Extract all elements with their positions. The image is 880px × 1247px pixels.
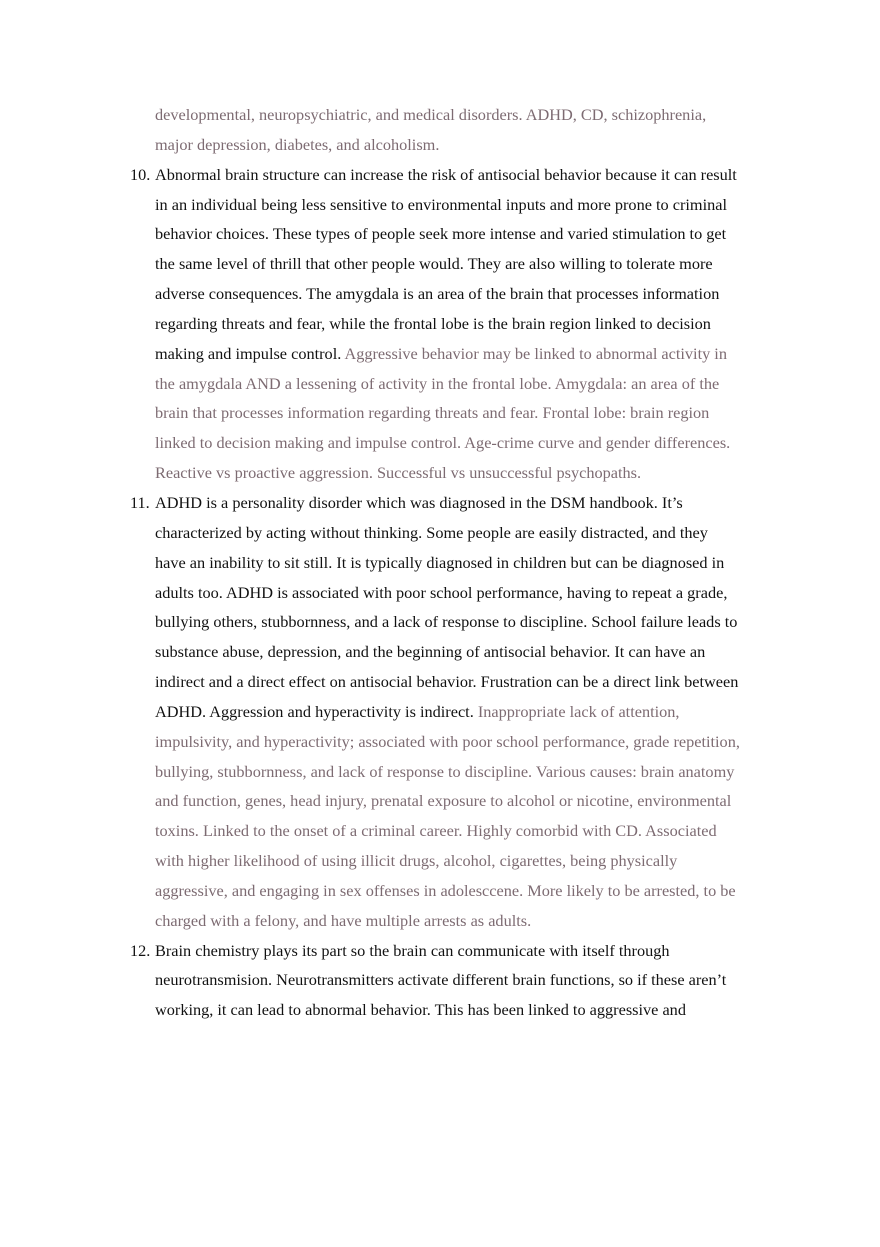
body-text: neurotransmision. Neurotransmitters activate different brain functions, so if these aren’t (155, 970, 727, 990)
body-text: have an inability to sit still. It is typically diagnosed in children but can be diagnosed in (155, 552, 725, 572)
annotation-text: linked to decision making and impulse control. Age-crime curve and gender differences. (155, 433, 731, 453)
body-text: working, it can lead to abnormal behavior. This has been linked to aggressive and (155, 1000, 686, 1020)
text-line (0, 160, 880, 190)
body-text: indirect and a direct effect on antisocial behavior. Frustration can be a direct link between (155, 672, 739, 692)
text-line (0, 786, 880, 816)
text-line (0, 339, 880, 369)
body-text: in an individual being less sensitive to environmental inputs and more prone to criminal (155, 194, 727, 214)
list-number: 10. (130, 164, 151, 184)
annotation-text: bullying, stubbornness, and lack of response to discipline. Various causes: brain anatomy (155, 761, 735, 781)
annotation-text: and function, genes, head injury, prenatal exposure to alcohol or nicotine, environmental (155, 791, 732, 811)
annotation-text: Aggressive behavior may be linked to abnormal activity in (344, 343, 727, 363)
body-text: Brain chemistry plays its part so the brain can communicate with itself through (155, 940, 670, 960)
text-line (0, 727, 880, 757)
body-text: adverse consequences. The amygdala is an area of the brain that processes information (155, 284, 720, 304)
text-line (0, 369, 880, 399)
text-line (0, 637, 880, 667)
list-item (0, 488, 880, 936)
annotation-text: impulsivity, and hyperactivity; associated with poor school performance, grade repetition, (155, 731, 740, 751)
text-line (0, 578, 880, 608)
body-text: Abnormal brain structure can increase the risk of antisocial behavior because it can result (155, 164, 737, 184)
text-line (0, 965, 880, 995)
annotation-text: brain that processes information regarding threats and fear. Frontal lobe: brain region (155, 403, 710, 423)
body-text: ADHD. Aggression and hyperactivity is indirect. (155, 701, 478, 721)
text-line (0, 548, 880, 578)
text-line (0, 488, 880, 518)
annotation-text: major depression, diabetes, and alcoholism. (155, 134, 440, 154)
body-text: behavior choices. These types of people seek more intense and varied stimulation to get (155, 224, 727, 244)
list-item-continuation (0, 100, 880, 160)
text-line (0, 518, 880, 548)
annotation-text: aggressive, and engaging in sex offenses in adolesccene. More likely to be arrested, to be (155, 880, 736, 900)
text-line (0, 667, 880, 697)
list-item (0, 160, 880, 488)
list-number: 11. (130, 492, 150, 512)
body-text: regarding threats and fear, while the frontal lobe is the brain region linked to decision (155, 313, 711, 333)
text-line (0, 846, 880, 876)
annotation-text: developmental, neuropsychiatric, and medical disorders. ADHD, CD, schizophrenia, (155, 105, 707, 124)
list-number: 12. (130, 940, 151, 960)
text-line (0, 428, 880, 458)
body-text: substance abuse, depression, and the beginning of antisocial behavior. It can have an (155, 642, 706, 662)
text-line (0, 697, 880, 727)
text-line (0, 219, 880, 249)
text-line (0, 458, 880, 488)
body-text: adults too. ADHD is associated with poor school performance, having to repeat a grade, (155, 582, 728, 602)
annotation-text: Inappropriate lack of attention, (477, 701, 680, 721)
text-line (0, 398, 880, 428)
text-line (0, 249, 880, 279)
annotation-text: charged with a felony, and have multiple arrests as adults. (155, 910, 532, 930)
text-line (0, 279, 880, 309)
text-line (0, 607, 880, 637)
body-text: characterized by acting without thinking. Some people are easily distracted, and they (155, 522, 708, 542)
body-text: making and impulse control. (155, 343, 345, 363)
annotation-text: toxins. Linked to the onset of a criminal career. Highly comorbid with CD. Associated (155, 821, 717, 841)
text-line (0, 936, 880, 966)
annotation-text: Reactive vs proactive aggression. Successful vs unsuccessful psychopaths. (155, 463, 642, 483)
text-line (0, 876, 880, 906)
annotation-text: with higher likelihood of using illicit drugs, alcohol, cigarettes, being physically (155, 851, 678, 871)
document-page (0, 100, 880, 1025)
text-line (0, 816, 880, 846)
body-text: bullying others, stubbornness, and a lack of response to discipline. School failure leads to (155, 612, 738, 632)
text-line (0, 906, 880, 936)
text-line (0, 100, 880, 130)
body-text: ADHD is a personality disorder which was diagnosed in the DSM handbook. It’s (155, 492, 683, 512)
list-item (0, 936, 880, 1026)
annotation-text: the amygdala AND a lessening of activity in the frontal lobe. Amygdala: an area of the (155, 373, 720, 393)
text-line (0, 190, 880, 220)
body-text: the same level of thrill that other people would. They are also willing to tolerate more (155, 254, 713, 274)
text-line (0, 995, 880, 1025)
text-line (0, 130, 880, 160)
text-line (0, 309, 880, 339)
text-line (0, 757, 880, 787)
